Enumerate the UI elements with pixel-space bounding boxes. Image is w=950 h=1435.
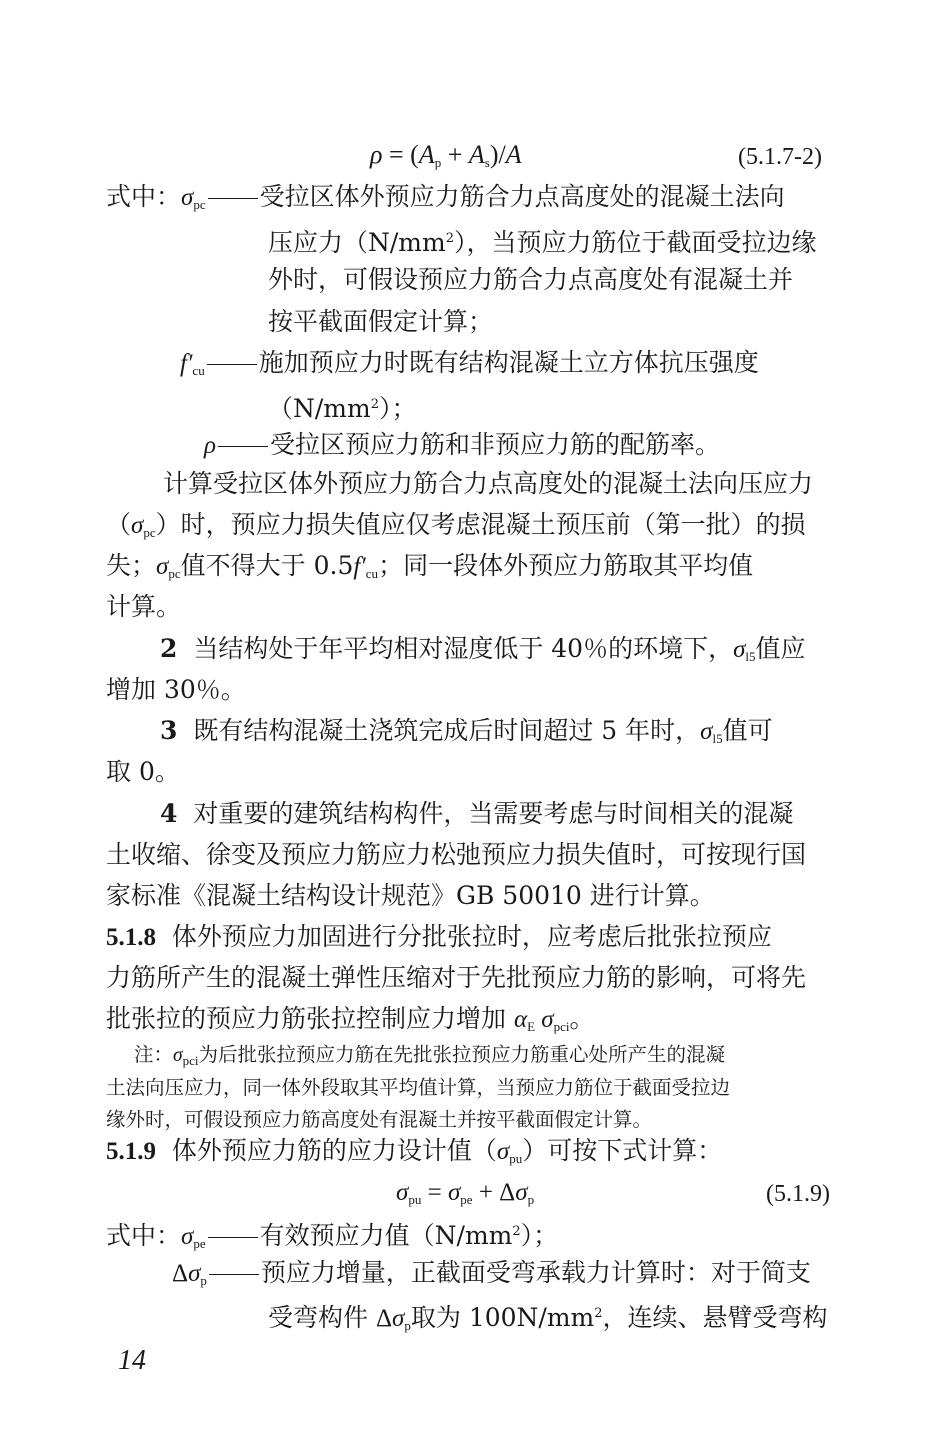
page-number: 14 (118, 1345, 146, 1376)
section-5-1-8-line-3: 批张拉的预应力筋张拉控制应力增加 $\alpha_E$ $\sigma_{pci}$。 (106, 1004, 595, 1034)
equation-number-5-1-7-2: (5.1.7-2) (738, 144, 822, 170)
item-2-line-1: 2 当结构处于年平均相对湿度低于 40％的环境下，$\sigma_{l5}$值应 (160, 634, 806, 664)
para-calc-line-1: 计算受拉区体外预应力筋合力点高度处的混凝土法向压应力 (163, 469, 814, 498)
equation-sigma-pu: $\sigma_{pu} = \sigma_{pe} + \Delta\sigma_p$ (396, 1179, 535, 1207)
def-rho-line: ρ 受拉区预应力筋和非预应力筋的配筋率。 (204, 430, 721, 459)
def-sigma-pc-line-4: 按平截面假定计算； (268, 307, 494, 336)
item-4-line-3: 家标准《混凝土结构设计规范》GB 50010 进行计算。 (106, 881, 715, 910)
note-line-3: 缘外时，可假设预应力筋高度处有混凝土并按平截面假定计算。 (106, 1108, 653, 1131)
def-fcu-line-2: $(N/mm^2)$； (268, 394, 417, 423)
note-line-2: 土法向压应力，同一体外段取其平均值计算，当预应力筋位于截面受拉边 (106, 1076, 731, 1099)
section-5-1-8-line-1: 5.1.8 体外预应力加固进行分批张拉时，应考虑后批张拉预应 (106, 922, 772, 951)
def-sigma-pe-line: 式中：$\sigma_{pe}$ 有效预应力值$(N/mm^2)$； (106, 1221, 559, 1251)
equation-rho: $\rho = (A_p + A_s)/A$ (370, 140, 522, 170)
item-3-line-2: 取 0。 (106, 757, 180, 786)
item-2-line-2: 增加 30％。 (106, 675, 246, 704)
para-calc-line-3: 失；$\sigma_{pc}$值不得大于 $0.5f'_{cu}$；同一段体外预应力筋取其平均值 (106, 551, 754, 581)
item-4-line-2: 土收缩、徐变及预应力筋应力松弛预应力损失值时，可按现行国 (106, 840, 807, 869)
def-sigma-pc-line-1: 式中：$\sigma_{pc}$ 受拉区体外预应力筋合力点高度处的混凝土法向 (106, 182, 785, 212)
para-calc-line-2: $(\sigma_{pc})$时，预应力损失值应仅考虑混凝土预压前（第一批）的损 (106, 510, 806, 540)
def-fcu-line-1: $f'_{cu}$ 施加预应力时既有结构混凝土立方体抗压强度 (180, 348, 759, 378)
equation-number-5-1-9: (5.1.9) (766, 1181, 830, 1207)
note-line-1: 注：$\sigma_{pci}$为后批张拉预应力筋在先批张拉预应力筋重心处所产生的混凝 (134, 1043, 726, 1068)
def-delta-sigma-p-line-2: 受弯构件 $\Delta\sigma_p$取为 $100N/mm^2$，连续、悬臂受弯构 (268, 1303, 828, 1333)
section-5-1-9-line-1: 5.1.9 体外预应力筋的应力设计值$(\sigma_{pu})$可按下式计算： (106, 1136, 723, 1166)
para-calc-line-4: 计算。 (106, 592, 182, 621)
item-3-line-1: 3 既有结构混凝土浇筑完成后时间超过 5 年时，$\sigma_{l5}$值可 (160, 716, 773, 746)
item-4-line-1: 4 对重要的建筑结构构件，当需要考虑与时间相关的混凝 (160, 799, 794, 828)
def-sigma-pc-line-2: 压应力$(N/mm^2)$，当预应力筋位于截面受拉边缘 (268, 228, 817, 257)
def-delta-sigma-p-line-1: $\Delta\sigma_p$ 预应力增量，正截面受弯承载力计算时：对于简支 (172, 1258, 811, 1288)
section-5-1-8-line-2: 力筋所产生的混凝土弹性压缩对于先批预应力筋的影响，可将先 (106, 963, 807, 992)
def-sigma-pc-line-3: 外时，可假设预应力筋合力点高度处有混凝土并 (268, 265, 794, 294)
